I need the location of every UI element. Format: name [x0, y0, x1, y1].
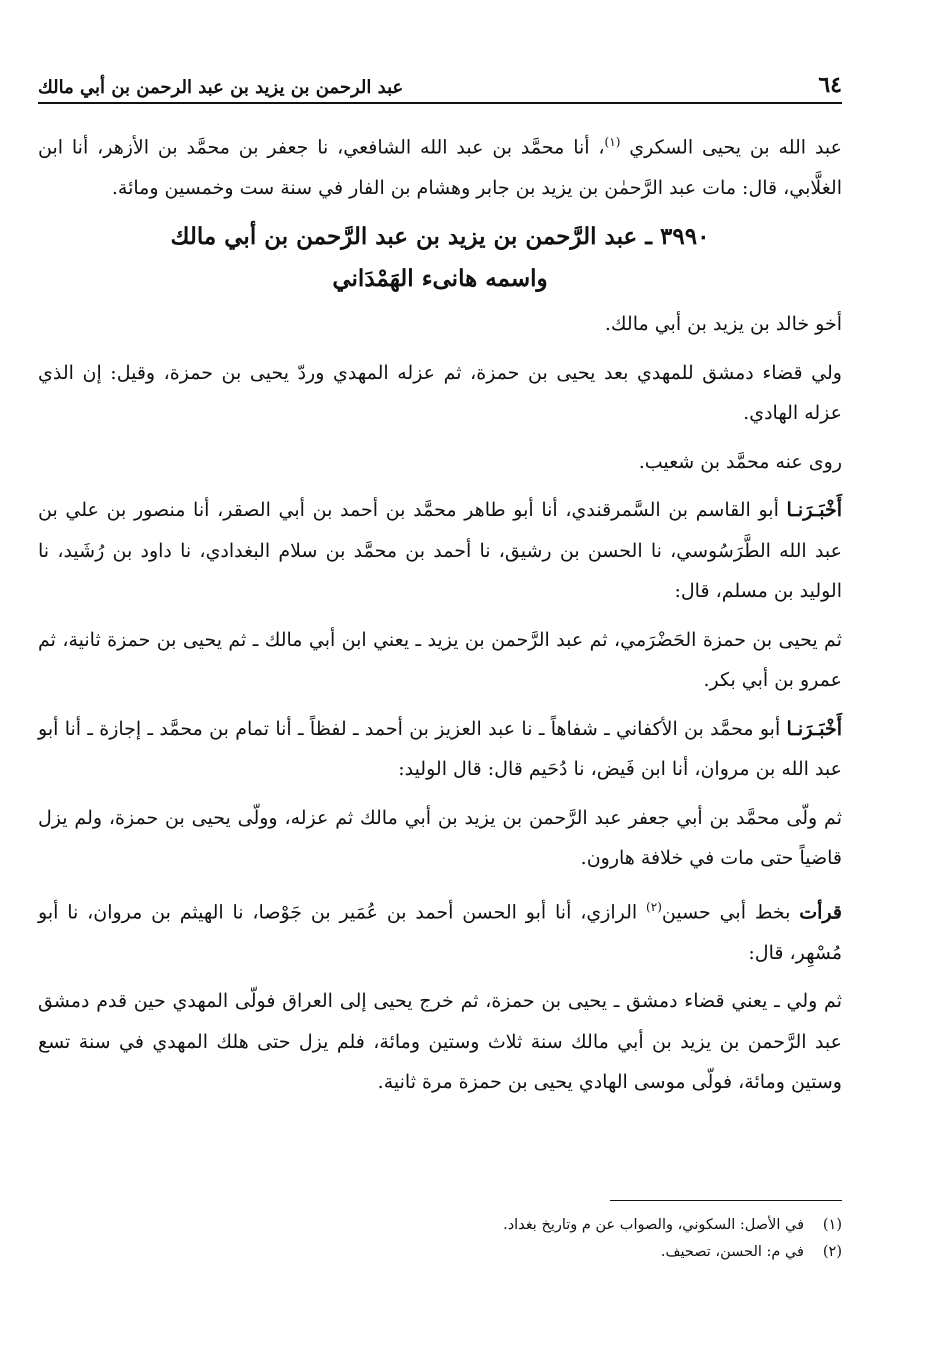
paragraph-1-text-a: عبد الله بن يحيى السكري [629, 136, 842, 159]
page-body [38, 122, 842, 1111]
footnote-1-text: في الأصل: السكوني، والصواب عن م وتاريخ بغداد. [503, 1217, 804, 1233]
isnad-lead-3: قرأت [799, 901, 842, 924]
footnote-divider [610, 1200, 842, 1201]
page-number: ٦٤ [818, 72, 842, 98]
entry-title-line-1: ٣٩٩٠ ـ عبد الرَّحمن بن يزيد بن عبد الرَّحمن بن أبي مالك [170, 223, 710, 251]
paragraph-7-text: أبو محمَّد بن الأكفاني ـ شفاهاً ـ نا عبد العزيز بن أحمد ـ لفظاً ـ أنا تمام بن محمَّد ـ إجازة ـ أنا أبو عبد الله بن مروان، أنا ابن فَيض، نا دُحَيم قال: قال الوليد: [38, 717, 842, 781]
running-header [38, 58, 842, 104]
isnad-lead-2: أَخْبَـرَنـا [786, 717, 842, 740]
footnote-ref-2: (٢) [646, 899, 662, 914]
paragraph-3: ولي قضاء دمشق للمهدي بعد يحيى بن حمزة، ثم عزله المهدي وردّ يحيى بن حمزة، وقيل: إن الذي عزله الهادي. [38, 361, 842, 425]
footnote-2-number: (٢) [822, 1244, 842, 1260]
entry-title [38, 216, 842, 300]
footnote-2-text: في م: الحسن، تصحيف. [660, 1244, 804, 1260]
paragraph-9-text-a: بخط أبي حسين [661, 901, 800, 924]
paragraph-9 [38, 887, 842, 973]
paragraph-8: ثم ولّى محمَّد بن أبي جعفر عبد الرَّحمن بن يزيد بن أبي مالك ثم عزله، وولّى يحيى بن حمزة، ولم يزل قاضياً حتى مات في خلافة هارون. [38, 806, 842, 870]
paragraph-7 [38, 709, 842, 790]
isnad-lead-1: أَخْبَـرَنـا [786, 499, 842, 522]
paragraph-5-text: أبو القاسم بن السَّمرقندي، أنا أبو طاهر محمَّد بن أحمد بن أبي الصقر، أنا منصور بن علي بن عبد الله الطَّرَسُوسي، نا الحسن بن رشيق، نا أحمد بن محمَّد بن سلام البغدادي، نا داود بن رُشَيد، نا الوليد بن مسلم، قال: [38, 499, 842, 603]
footnote-1 [38, 1212, 842, 1239]
paragraph-1 [38, 122, 842, 208]
paragraph-6: ثم يحيى بن حمزة الحَضْرَمي، ثم عبد الرَّحمن بن يزيد ـ يعني ابن أبي مالك ـ ثم يحيى بن حمزة ثانية، ثم عمرو بن أبي بكر. [38, 628, 842, 692]
entry-title-line-2: واسمه هانىء الهَمْدَاني [332, 265, 548, 293]
footnote-ref-1: (١) [604, 135, 621, 149]
paragraph-9-text-b: الرازي، أنا أبو الحسن أحمد بن عُمَير بن جَوْصا، نا الهيثم بن مروان، نا أبو مُسْهِر، قال: [38, 901, 842, 964]
paragraph-5 [38, 490, 842, 612]
header-title: عبد الرحمن بن يزيد بن عبد الرحمن بن أبي مالك [38, 77, 404, 98]
paragraph-4: روى عنه محمَّد بن شعيب. [638, 450, 842, 473]
paragraph-10: ثم ولي ـ يعني قضاء دمشق ـ يحيى بن حمزة، ثم خرج يحيى إلى العراق فولّى المهدي حين قدم دمشق عبد الرَّحمن بن يزيد بن أبي مالك سنة ثلاث وستين ومائة، فلم يزل حتى هلك المهدي في سنة تسع وستين ومائة، فولّى موسى الهادي يحيى بن حمزة مرة ثانية. [38, 990, 842, 1094]
paragraph-2: أخو خالد بن يزيد بن أبي مالك. [604, 313, 842, 336]
footnote-2 [38, 1239, 842, 1266]
footnote-1-number: (١) [822, 1217, 842, 1233]
paragraph-1-text-b: ، أنا محمَّد بن عبد الله الشافعي، نا جعفر بن محمَّد بن الأزهر، أنا ابن الغلَّابي، قال: مات عبد الرَّحمٰن بن يزيد بن جابر وهشام بن الفار في سنة ست وخمسين ومائة. [38, 136, 842, 199]
footnotes [38, 1212, 842, 1266]
